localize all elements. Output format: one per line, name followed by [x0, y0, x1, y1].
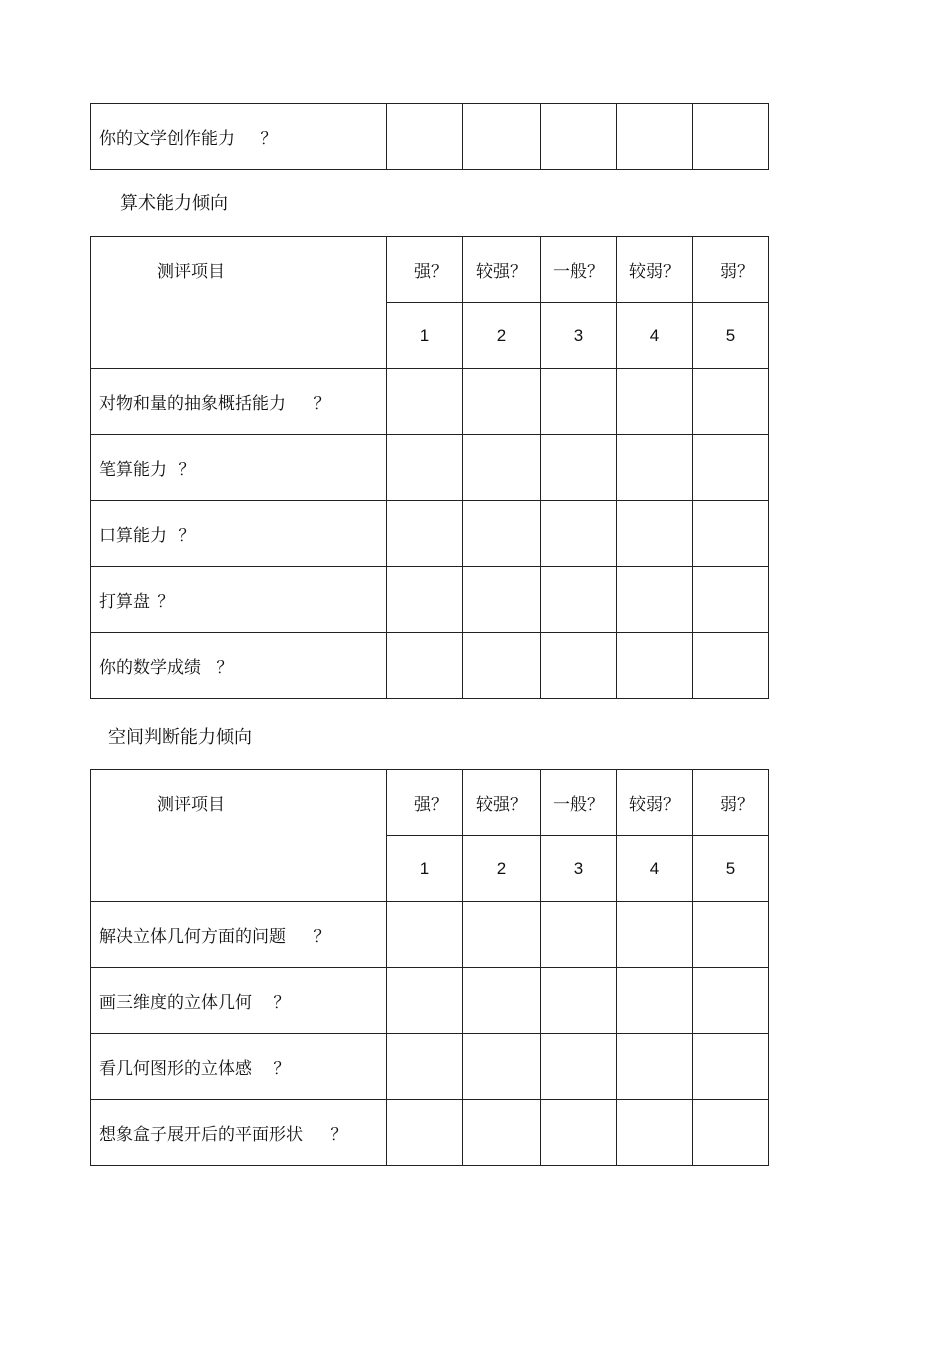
- rating-header-fairly-weak: 较弱？: [617, 237, 693, 303]
- rating-cell-3[interactable]: [541, 435, 617, 501]
- question-mark: ？: [178, 460, 196, 480]
- item-cell: [91, 902, 387, 968]
- rating-cell-1[interactable]: [387, 968, 463, 1034]
- rating-header-average: 一般？: [541, 237, 617, 303]
- rating-cell-2[interactable]: [463, 1034, 541, 1100]
- rating-cell-4[interactable]: [617, 633, 693, 699]
- rating-cell-4[interactable]: [617, 1100, 693, 1166]
- item-label: 对物和量的抽象概括能力: [99, 394, 286, 414]
- score-1: 1: [387, 303, 463, 369]
- literary-table: [90, 103, 769, 170]
- rating-cell-5[interactable]: [693, 902, 769, 968]
- item-header: 测评项目: [91, 237, 387, 369]
- score-2: 2: [463, 303, 541, 369]
- score-3: 3: [541, 303, 617, 369]
- item-cell: [91, 369, 387, 435]
- table-row: [91, 1100, 769, 1166]
- item-cell: [91, 567, 387, 633]
- item-cell: [91, 1100, 387, 1166]
- rating-cell-4[interactable]: [617, 567, 693, 633]
- rating-cell-4[interactable]: [617, 501, 693, 567]
- rating-cell-5[interactable]: [693, 501, 769, 567]
- table-row: [91, 435, 769, 501]
- question-mark: ？: [273, 993, 291, 1013]
- rating-cell-1[interactable]: [387, 633, 463, 699]
- rating-cell-2[interactable]: [463, 902, 541, 968]
- header-row: [91, 770, 769, 836]
- rating-cell-5[interactable]: [693, 567, 769, 633]
- question-mark: ？: [273, 1059, 291, 1079]
- rating-header-average: 一般？: [541, 770, 617, 836]
- rating-cell-4[interactable]: [617, 1034, 693, 1100]
- table-row: [91, 1034, 769, 1100]
- rating-header-strong: 强？: [387, 237, 463, 303]
- spatial-table: [90, 769, 769, 1166]
- question-mark: ？: [313, 394, 331, 414]
- score-1: 1: [387, 836, 463, 902]
- rating-cell-1[interactable]: [387, 567, 463, 633]
- item-cell: [91, 435, 387, 501]
- table-row: [91, 369, 769, 435]
- header-row: [91, 237, 769, 303]
- item-cell: [91, 633, 387, 699]
- item-label: 想象盒子展开后的平面形状: [99, 1125, 303, 1145]
- rating-cell-2[interactable]: [463, 104, 541, 170]
- rating-cell-3[interactable]: [541, 104, 617, 170]
- rating-cell-5[interactable]: [693, 369, 769, 435]
- item-label: 画三维度的立体几何: [99, 993, 252, 1013]
- question-mark: ？: [178, 526, 196, 546]
- rating-cell-4[interactable]: [617, 369, 693, 435]
- rating-cell-2[interactable]: [463, 435, 541, 501]
- rating-cell-1[interactable]: [387, 104, 463, 170]
- rating-cell-3[interactable]: [541, 369, 617, 435]
- rating-header-weak: 弱？: [693, 770, 769, 836]
- rating-cell-5[interactable]: [693, 104, 769, 170]
- table-row: [91, 902, 769, 968]
- rating-header-fairly-strong: 较强？: [463, 237, 541, 303]
- rating-cell-5[interactable]: [693, 633, 769, 699]
- item-label: 看几何图形的立体感: [99, 1059, 252, 1079]
- rating-cell-3[interactable]: [541, 567, 617, 633]
- rating-cell-3[interactable]: [541, 902, 617, 968]
- rating-cell-5[interactable]: [693, 435, 769, 501]
- rating-cell-1[interactable]: [387, 1100, 463, 1166]
- question-mark: ？: [157, 592, 175, 612]
- item-label: 解决立体几何方面的问题: [99, 927, 286, 947]
- question-mark: ？: [313, 927, 331, 947]
- table-row: [91, 567, 769, 633]
- score-5: 5: [693, 836, 769, 902]
- rating-cell-1[interactable]: [387, 1034, 463, 1100]
- rating-cell-4[interactable]: [617, 435, 693, 501]
- table-row: [91, 968, 769, 1034]
- arithmetic-table: [90, 236, 769, 699]
- table-row: [91, 633, 769, 699]
- rating-cell-1[interactable]: [387, 435, 463, 501]
- question-mark: ？: [260, 129, 278, 149]
- rating-cell-5[interactable]: [693, 1100, 769, 1166]
- score-2: 2: [463, 836, 541, 902]
- item-cell: [91, 501, 387, 567]
- rating-cell-3[interactable]: [541, 1034, 617, 1100]
- table-row: [91, 501, 769, 567]
- rating-cell-3[interactable]: [541, 501, 617, 567]
- rating-cell-3[interactable]: [541, 633, 617, 699]
- item-label: 你的文学创作能力: [99, 129, 235, 149]
- rating-header-weak: 弱？: [693, 237, 769, 303]
- rating-cell-2[interactable]: [463, 1100, 541, 1166]
- item-label: 你的数学成绩: [99, 658, 201, 678]
- score-3: 3: [541, 836, 617, 902]
- question-mark: ？: [216, 658, 234, 678]
- rating-cell-1[interactable]: [387, 369, 463, 435]
- rating-cell-2[interactable]: [463, 968, 541, 1034]
- rating-header-fairly-weak: 较弱？: [617, 770, 693, 836]
- item-label: 口算能力: [99, 526, 167, 546]
- item-cell: [91, 968, 387, 1034]
- section-title-arithmetic: 算术能力倾向: [120, 193, 228, 214]
- item-cell: [91, 1034, 387, 1100]
- score-4: 4: [617, 836, 693, 902]
- rating-header-strong: 强？: [387, 770, 463, 836]
- question-mark: ？: [330, 1125, 348, 1145]
- rating-cell-3[interactable]: [541, 1100, 617, 1166]
- rating-cell-3[interactable]: [541, 968, 617, 1034]
- rating-header-fairly-strong: 较强？: [463, 770, 541, 836]
- rating-cell-2[interactable]: [463, 369, 541, 435]
- rating-cell-1[interactable]: [387, 902, 463, 968]
- score-5: 5: [693, 303, 769, 369]
- rating-cell-4[interactable]: [617, 902, 693, 968]
- rating-cell-2[interactable]: [463, 501, 541, 567]
- rating-cell-1[interactable]: [387, 501, 463, 567]
- table-row: [91, 104, 769, 170]
- item-label: 打算盘: [99, 592, 150, 612]
- rating-cell-4[interactable]: [617, 104, 693, 170]
- item-label: 笔算能力: [99, 460, 167, 480]
- rating-cell-2[interactable]: [463, 567, 541, 633]
- rating-cell-2[interactable]: [463, 633, 541, 699]
- item-cell: [91, 104, 387, 170]
- rating-cell-5[interactable]: [693, 968, 769, 1034]
- score-4: 4: [617, 303, 693, 369]
- rating-cell-5[interactable]: [693, 1034, 769, 1100]
- rating-cell-4[interactable]: [617, 968, 693, 1034]
- item-header: 测评项目: [91, 770, 387, 902]
- section-title-spatial: 空间判断能力倾向: [108, 727, 252, 748]
